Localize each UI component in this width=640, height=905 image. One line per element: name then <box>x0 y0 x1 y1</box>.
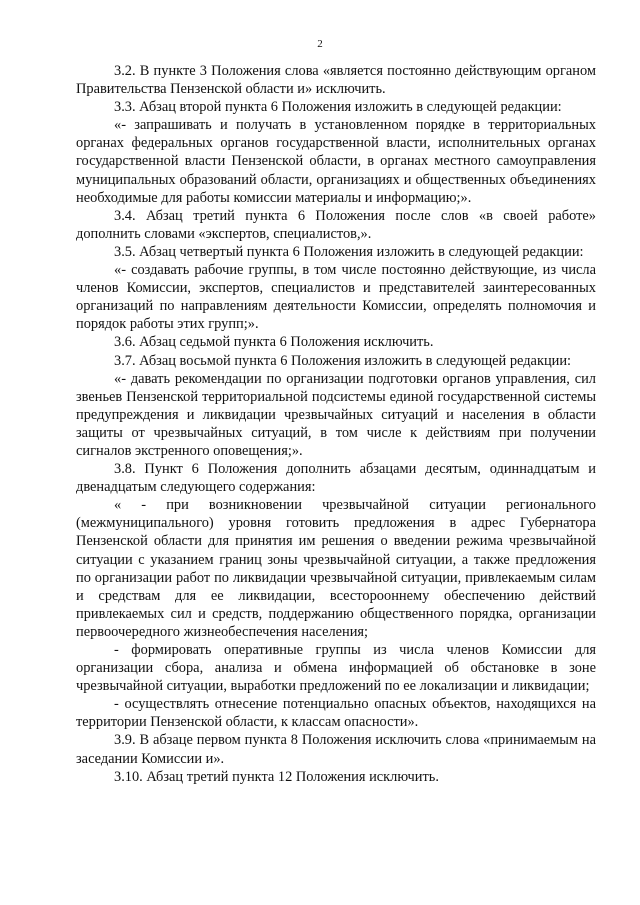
paragraph-3-2: 3.2. В пункте 3 Положения слова «является постоянно действующим органом Правительства Пензенской области и» исключить. <box>76 63 596 98</box>
paragraph-3-8: 3.8. Пункт 6 Положения дополнить абзацами десятым, одиннадцатым и двенадцатым следующего содержания: <box>76 461 596 496</box>
paragraph-3-6: 3.6. Абзац седьмой пункта 6 Положения исключить. <box>114 334 434 351</box>
paragraph-3-8-item-2: - формировать оперативные группы из числа членов Комиссии для организации сбора, анализа и обмена информацией об обстановке в зоне чрезвычайной ситуации, выработки предложений по ее локализации и ликвидации; <box>76 642 596 695</box>
document-body <box>76 62 596 786</box>
paragraph-3-7-quote: «- давать рекомендации по организации подготовки органов управления, сил звеньев Пензенской территориальной подсистемы единой государственной системы предупреждения и ликвидации чрезвычайных ситуаций и населения в области защиты от чрезвычайных ситуаций, в том числе к действиям при получении сигналов экстренного оповещения;». <box>76 370 596 459</box>
paragraph-3-9: 3.9. В абзаце первом пункта 8 Положения исключить слова «принимаемым на заседании Комиссии и». <box>76 732 596 767</box>
paragraph-3-8-item-1: « - при возникновении чрезвычайной ситуации регионального (межмуниципального) уровня готовить предложения в адрес Губернатора Пензенской области для принятия им решения о введении режима чрезвычайной ситуации с указанием границ зоны чрезвычайной ситуации, а также предложения по организации работ по ликвидации чрезвычайной ситуации, привлекаемым силам и средствам для ее ликвидации, всесторооннему обеспечению действий привлекаемых сил и средств, поддержанию общественного порядка, организации первоочередного жизнеобеспечения населения; <box>76 497 596 640</box>
page-number: 2 <box>317 38 323 50</box>
paragraph-3-5-quote: «- создавать рабочие группы, в том числе постоянно действующие, из числа членов Комиссии, экспертов, специалистов и представителей заинтересованных организаций по направлениям деятельности Комиссии, определять полномочия и порядок работы этих групп;». <box>76 262 596 333</box>
paragraph-3-4: 3.4. Абзац третий пункта 6 Положения после слов «в своей работе» дополнить словами «экспертов, специалистов,». <box>76 207 596 242</box>
paragraph-3-8-item-3: - осуществлять отнесение потенциально опасных объектов, находящихся на территории Пензенской области, к классам опасности». <box>76 696 596 731</box>
paragraph-3-5: 3.5. Абзац четвертый пункта 6 Положения изложить в следующей редакции: <box>114 243 584 260</box>
paragraph-3-7: 3.7. Абзац восьмой пункта 6 Положения изложить в следующей редакции: <box>114 352 572 369</box>
paragraph-3-3-quote: «- запрашивать и получать в установленном порядке в территориальных органах федеральных органов государственной власти, исполнительных органах государственной власти Пензенской области, в органах местного самоуправления муниципальных образований области, организациях и общественных объединениях необходимые для работы комиссии материалы и информацию;». <box>76 117 596 206</box>
paragraph-3-3: 3.3. Абзац второй пункта 6 Положения изложить в следующей редакции: <box>114 99 562 116</box>
paragraph-3-10: 3.10. Абзац третий пункта 12 Положения исключить. <box>114 768 439 785</box>
